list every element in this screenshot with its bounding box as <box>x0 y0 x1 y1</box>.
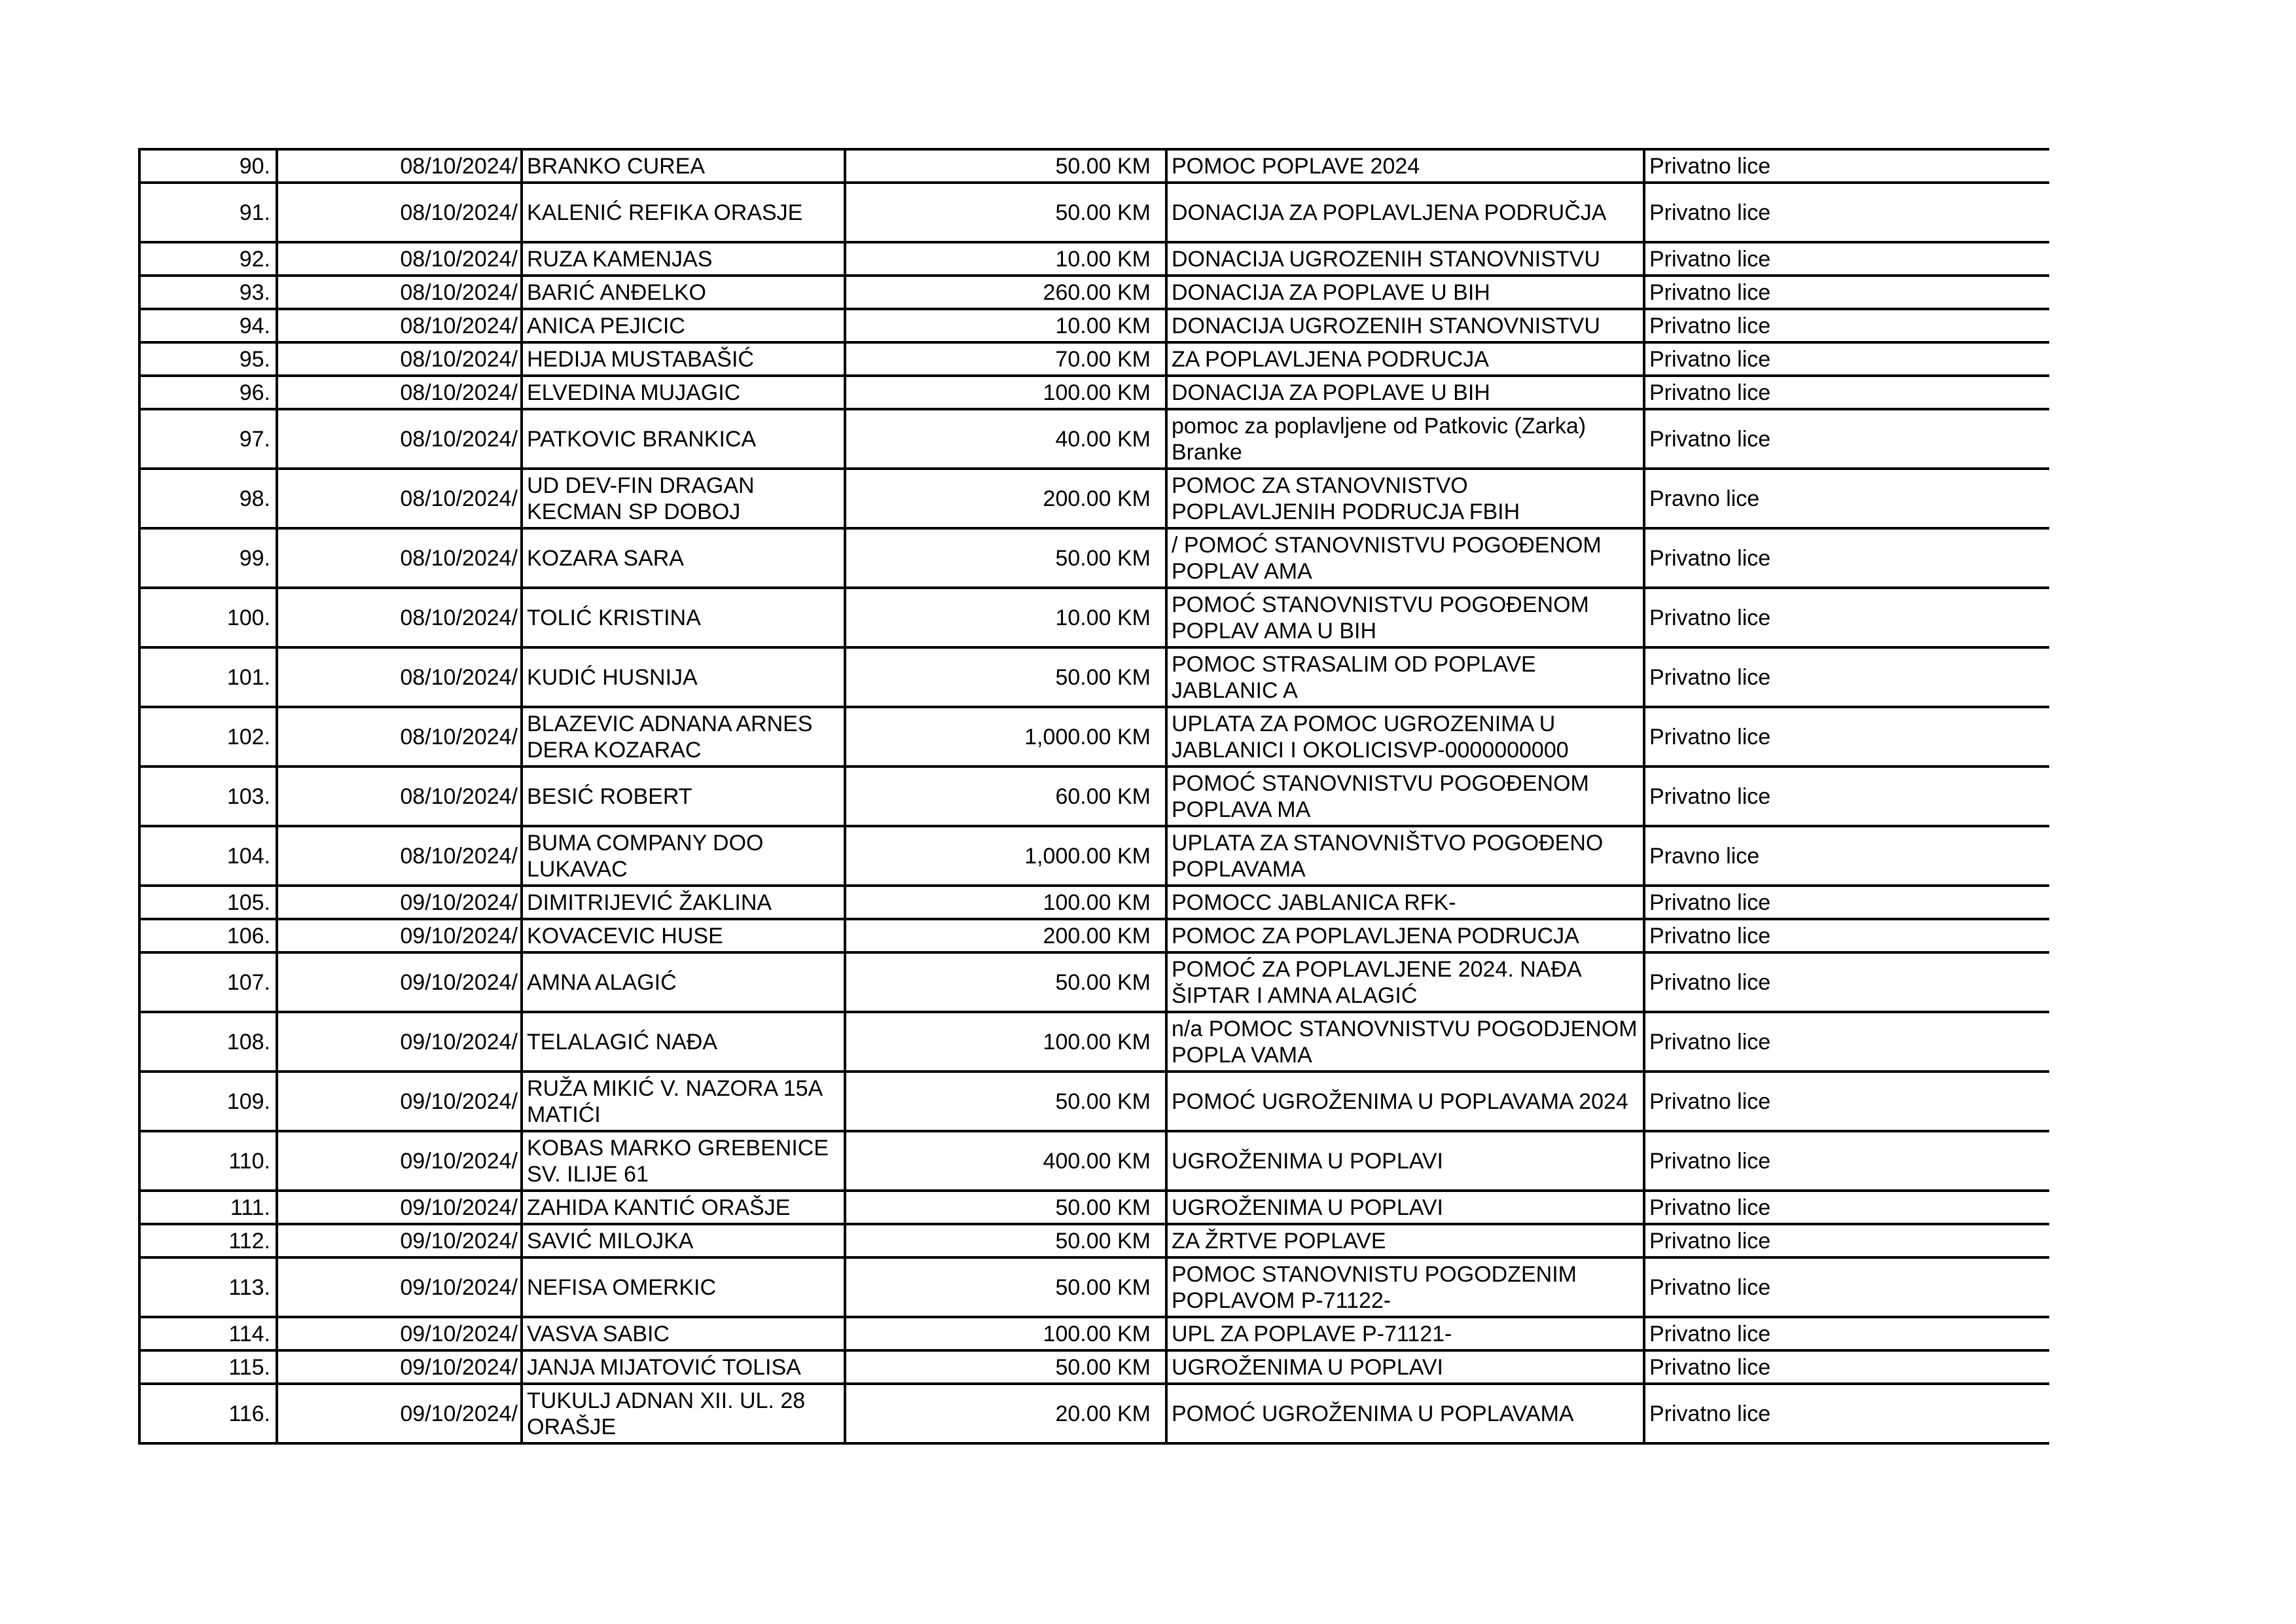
table-row <box>139 309 2049 342</box>
payer-name-cell: TOLIĆ KRISTINA <box>522 588 845 647</box>
date-cell: 08/10/2024/ <box>277 528 522 588</box>
row-number-cell: 91. <box>139 183 277 242</box>
table-row <box>139 588 2049 647</box>
donations-table-body <box>139 149 2049 1443</box>
table-row <box>139 1350 2049 1384</box>
row-number-cell: 109. <box>139 1072 277 1131</box>
amount-cell: 100.00 KM <box>845 1317 1166 1350</box>
date-cell: 09/10/2024/ <box>277 1012 522 1072</box>
row-number-cell: 90. <box>139 149 277 183</box>
payer-name-cell: BESIĆ ROBERT <box>522 767 845 826</box>
payer-type-cell: Privatno lice <box>1644 647 2049 707</box>
row-number-cell: 113. <box>139 1257 277 1317</box>
row-number-cell: 101. <box>139 647 277 707</box>
purpose-cell: POMOC ZA POPLAVLJENA PODRUCJA <box>1166 919 1644 952</box>
table-row <box>139 707 2049 767</box>
date-cell: 09/10/2024/ <box>277 1072 522 1131</box>
table-row <box>139 1384 2049 1443</box>
amount-cell: 1,000.00 KM <box>845 826 1166 886</box>
table-row <box>139 767 2049 826</box>
table-row <box>139 919 2049 952</box>
payer-name-cell: KOBAS MARKO GREBENICE SV. ILIJE 61 <box>522 1131 845 1191</box>
amount-cell: 50.00 KM <box>845 183 1166 242</box>
amount-cell: 10.00 KM <box>845 309 1166 342</box>
purpose-cell: POMOC POPLAVE 2024 <box>1166 149 1644 183</box>
amount-cell: 50.00 KM <box>845 528 1166 588</box>
date-cell: 09/10/2024/ <box>277 1191 522 1224</box>
row-number-cell: 97. <box>139 409 277 469</box>
purpose-cell: UPL ZA POPLAVE P-71121- <box>1166 1317 1644 1350</box>
date-cell: 08/10/2024/ <box>277 826 522 886</box>
payer-name-cell: KOVACEVIC HUSE <box>522 919 845 952</box>
payer-type-cell: Privatno lice <box>1644 1350 2049 1384</box>
payer-type-cell: Privatno lice <box>1644 1191 2049 1224</box>
date-cell: 09/10/2024/ <box>277 1257 522 1317</box>
date-cell: 09/10/2024/ <box>277 886 522 919</box>
purpose-cell: UGROŽENIMA U POPLAVI <box>1166 1131 1644 1191</box>
date-cell: 08/10/2024/ <box>277 767 522 826</box>
payer-type-cell: Privatno lice <box>1644 528 2049 588</box>
row-number-cell: 104. <box>139 826 277 886</box>
date-cell: 09/10/2024/ <box>277 1384 522 1443</box>
table-row <box>139 1317 2049 1350</box>
payer-type-cell: Pravno lice <box>1644 469 2049 528</box>
payer-type-cell: Privatno lice <box>1644 1131 2049 1191</box>
amount-cell: 50.00 KM <box>845 1224 1166 1257</box>
row-number-cell: 96. <box>139 376 277 409</box>
payer-name-cell: ZAHIDA KANTIĆ ORAŠJE <box>522 1191 845 1224</box>
date-cell: 08/10/2024/ <box>277 276 522 309</box>
date-cell: 08/10/2024/ <box>277 469 522 528</box>
table-row <box>139 1072 2049 1131</box>
row-number-cell: 93. <box>139 276 277 309</box>
purpose-cell: POMOC STRASALIM OD POPLAVE JABLANIC A <box>1166 647 1644 707</box>
row-number-cell: 108. <box>139 1012 277 1072</box>
payer-type-cell: Privatno lice <box>1644 919 2049 952</box>
row-number-cell: 114. <box>139 1317 277 1350</box>
date-cell: 09/10/2024/ <box>277 1350 522 1384</box>
amount-cell: 50.00 KM <box>845 1191 1166 1224</box>
payer-type-cell: Privatno lice <box>1644 1072 2049 1131</box>
table-row <box>139 183 2049 242</box>
table-row <box>139 952 2049 1012</box>
amount-cell: 20.00 KM <box>845 1384 1166 1443</box>
row-number-cell: 107. <box>139 952 277 1012</box>
table-row <box>139 1012 2049 1072</box>
row-number-cell: 95. <box>139 342 277 376</box>
payer-name-cell: BRANKO CUREA <box>522 149 845 183</box>
payer-name-cell: ELVEDINA MUJAGIC <box>522 376 845 409</box>
purpose-cell: DONACIJA ZA POPLAVE U BIH <box>1166 376 1644 409</box>
table-row <box>139 647 2049 707</box>
purpose-cell: POMOĆ STANOVNISTVU POGOĐENOM POPLAVA MA <box>1166 767 1644 826</box>
purpose-cell: ZA ŽRTVE POPLAVE <box>1166 1224 1644 1257</box>
purpose-cell: pomoc za poplavljene od Patkovic (Zarka) Branke <box>1166 409 1644 469</box>
row-number-cell: 99. <box>139 528 277 588</box>
date-cell: 08/10/2024/ <box>277 149 522 183</box>
payer-name-cell: JANJA MIJATOVIĆ TOLISA <box>522 1350 845 1384</box>
payer-name-cell: HEDIJA MUSTABAŠIĆ <box>522 342 845 376</box>
amount-cell: 1,000.00 KM <box>845 707 1166 767</box>
date-cell: 09/10/2024/ <box>277 1317 522 1350</box>
payer-name-cell: TUKULJ ADNAN XII. UL. 28 ORAŠJE <box>522 1384 845 1443</box>
payer-name-cell: BARIĆ ANĐELKO <box>522 276 845 309</box>
date-cell: 09/10/2024/ <box>277 919 522 952</box>
purpose-cell: DONACIJA ZA POPLAVLJENA PODRUČJA <box>1166 183 1644 242</box>
purpose-cell: UPLATA ZA STANOVNIŠTVO POGOĐENO POPLAVAMA <box>1166 826 1644 886</box>
amount-cell: 400.00 KM <box>845 1131 1166 1191</box>
amount-cell: 40.00 KM <box>845 409 1166 469</box>
payer-name-cell: VASVA SABIC <box>522 1317 845 1350</box>
payer-name-cell: AMNA ALAGIĆ <box>522 952 845 1012</box>
date-cell: 08/10/2024/ <box>277 309 522 342</box>
table-row <box>139 1224 2049 1257</box>
donations-table <box>138 148 2049 1445</box>
table-row <box>139 469 2049 528</box>
amount-cell: 50.00 KM <box>845 149 1166 183</box>
row-number-cell: 115. <box>139 1350 277 1384</box>
amount-cell: 260.00 KM <box>845 276 1166 309</box>
date-cell: 08/10/2024/ <box>277 342 522 376</box>
amount-cell: 10.00 KM <box>845 588 1166 647</box>
payer-type-cell: Privatno lice <box>1644 376 2049 409</box>
date-cell: 08/10/2024/ <box>277 242 522 276</box>
purpose-cell: POMOĆ STANOVNISTVU POGOĐENOM POPLAV AMA U BIH <box>1166 588 1644 647</box>
payer-type-cell: Privatno lice <box>1644 767 2049 826</box>
payer-type-cell: Privatno lice <box>1644 276 2049 309</box>
payer-name-cell: BLAZEVIC ADNANA ARNES DERA KOZARAC <box>522 707 845 767</box>
payer-type-cell: Privatno lice <box>1644 886 2049 919</box>
purpose-cell: DONACIJA UGROZENIH STANOVNISTVU <box>1166 242 1644 276</box>
date-cell: 09/10/2024/ <box>277 1224 522 1257</box>
amount-cell: 10.00 KM <box>845 242 1166 276</box>
purpose-cell: POMOC ZA STANOVNISTVO POPLAVLJENIH PODRUCJA FBIH <box>1166 469 1644 528</box>
purpose-cell: / POMOĆ STANOVNISTVU POGOĐENOM POPLAV AMA <box>1166 528 1644 588</box>
table-row <box>139 1131 2049 1191</box>
amount-cell: 50.00 KM <box>845 1257 1166 1317</box>
amount-cell: 100.00 KM <box>845 376 1166 409</box>
amount-cell: 100.00 KM <box>845 886 1166 919</box>
amount-cell: 200.00 KM <box>845 919 1166 952</box>
row-number-cell: 102. <box>139 707 277 767</box>
amount-cell: 50.00 KM <box>845 647 1166 707</box>
payer-type-cell: Privatno lice <box>1644 1384 2049 1443</box>
amount-cell: 50.00 KM <box>845 1072 1166 1131</box>
payer-name-cell: KOZARA SARA <box>522 528 845 588</box>
date-cell: 09/10/2024/ <box>277 1131 522 1191</box>
table-row <box>139 1191 2049 1224</box>
payer-type-cell: Privatno lice <box>1644 309 2049 342</box>
row-number-cell: 100. <box>139 588 277 647</box>
amount-cell: 100.00 KM <box>845 1012 1166 1072</box>
table-row <box>139 342 2049 376</box>
date-cell: 08/10/2024/ <box>277 707 522 767</box>
payer-type-cell: Privatno lice <box>1644 1012 2049 1072</box>
date-cell: 08/10/2024/ <box>277 409 522 469</box>
purpose-cell: POMOĆ UGROŽENIMA U POPLAVAMA 2024 <box>1166 1072 1644 1131</box>
payer-name-cell: ANICA PEJICIC <box>522 309 845 342</box>
row-number-cell: 111. <box>139 1191 277 1224</box>
table-row <box>139 242 2049 276</box>
payer-type-cell: Privatno lice <box>1644 342 2049 376</box>
purpose-cell: DONACIJA UGROZENIH STANOVNISTVU <box>1166 309 1644 342</box>
amount-cell: 60.00 KM <box>845 767 1166 826</box>
payer-name-cell: BUMA COMPANY DOO LUKAVAC <box>522 826 845 886</box>
purpose-cell: POMOĆ UGROŽENIMA U POPLAVAMA <box>1166 1384 1644 1443</box>
payer-type-cell: Privatno lice <box>1644 242 2049 276</box>
payer-type-cell: Privatno lice <box>1644 1317 2049 1350</box>
payer-type-cell: Privatno lice <box>1644 149 2049 183</box>
table-row <box>139 528 2049 588</box>
amount-cell: 50.00 KM <box>845 952 1166 1012</box>
payer-name-cell: KUDIĆ HUSNIJA <box>522 647 845 707</box>
row-number-cell: 103. <box>139 767 277 826</box>
table-row <box>139 376 2049 409</box>
payer-type-cell: Privatno lice <box>1644 183 2049 242</box>
date-cell: 08/10/2024/ <box>277 647 522 707</box>
payer-type-cell: Privatno lice <box>1644 707 2049 767</box>
payer-type-cell: Privatno lice <box>1644 409 2049 469</box>
purpose-cell: POMOĆ ZA POPLAVLJENE 2024. NAĐA ŠIPTAR I AMNA ALAGIĆ <box>1166 952 1644 1012</box>
payer-name-cell: KALENIĆ REFIKA ORASJE <box>522 183 845 242</box>
payer-type-cell: Privatno lice <box>1644 1224 2049 1257</box>
row-number-cell: 92. <box>139 242 277 276</box>
date-cell: 08/10/2024/ <box>277 588 522 647</box>
amount-cell: 200.00 KM <box>845 469 1166 528</box>
payer-name-cell: UD DEV-FIN DRAGAN KECMAN SP DOBOJ <box>522 469 845 528</box>
row-number-cell: 105. <box>139 886 277 919</box>
payer-name-cell: PATKOVIC BRANKICA <box>522 409 845 469</box>
row-number-cell: 98. <box>139 469 277 528</box>
payer-name-cell: NEFISA OMERKIC <box>522 1257 845 1317</box>
row-number-cell: 110. <box>139 1131 277 1191</box>
amount-cell: 70.00 KM <box>845 342 1166 376</box>
payer-name-cell: TELALAGIĆ NAĐA <box>522 1012 845 1072</box>
purpose-cell: DONACIJA ZA POPLAVE U BIH <box>1166 276 1644 309</box>
payer-name-cell: SAVIĆ MILOJKA <box>522 1224 845 1257</box>
table-row <box>139 276 2049 309</box>
payer-name-cell: RUŽA MIKIĆ V. NAZORA 15A MATIĆI <box>522 1072 845 1131</box>
table-row <box>139 1257 2049 1317</box>
purpose-cell: UGROŽENIMA U POPLAVI <box>1166 1191 1644 1224</box>
table-row <box>139 149 2049 183</box>
table-row <box>139 886 2049 919</box>
amount-cell: 50.00 KM <box>845 1350 1166 1384</box>
payer-name-cell: DIMITRIJEVIĆ ŽAKLINA <box>522 886 845 919</box>
purpose-cell: POMOCC JABLANICA RFK- <box>1166 886 1644 919</box>
date-cell: 08/10/2024/ <box>277 183 522 242</box>
date-cell: 09/10/2024/ <box>277 952 522 1012</box>
row-number-cell: 94. <box>139 309 277 342</box>
purpose-cell: POMOC STANOVNISTU POGODZENIM POPLAVOM P-71122- <box>1166 1257 1644 1317</box>
table-row <box>139 409 2049 469</box>
table-row <box>139 826 2049 886</box>
date-cell: 08/10/2024/ <box>277 376 522 409</box>
payer-type-cell: Privatno lice <box>1644 1257 2049 1317</box>
row-number-cell: 116. <box>139 1384 277 1443</box>
payer-type-cell: Privatno lice <box>1644 588 2049 647</box>
purpose-cell: n/a POMOC STANOVNISTVU POGODJENOM POPLA VAMA <box>1166 1012 1644 1072</box>
payer-type-cell: Privatno lice <box>1644 952 2049 1012</box>
row-number-cell: 112. <box>139 1224 277 1257</box>
purpose-cell: ZA POPLAVLJENA PODRUCJA <box>1166 342 1644 376</box>
purpose-cell: UGROŽENIMA U POPLAVI <box>1166 1350 1644 1384</box>
payer-name-cell: RUZA KAMENJAS <box>522 242 845 276</box>
row-number-cell: 106. <box>139 919 277 952</box>
purpose-cell: UPLATA ZA POMOC UGROZENIMA U JABLANICI I OKOLICISVP-0000000000 <box>1166 707 1644 767</box>
payer-type-cell: Pravno lice <box>1644 826 2049 886</box>
